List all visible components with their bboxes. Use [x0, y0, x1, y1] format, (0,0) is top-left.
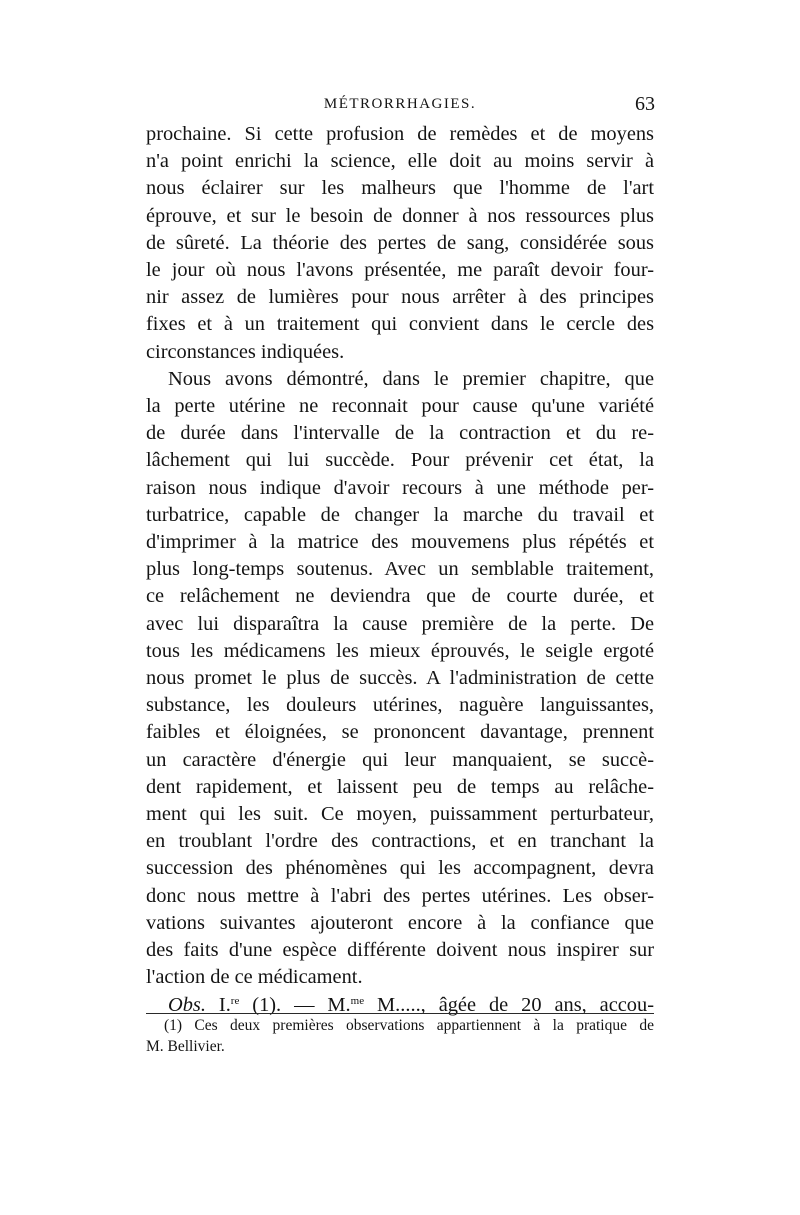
- text-line: des faits d'une espèce différente doivent nous inspirer sur: [146, 939, 654, 962]
- text-line: substance, les douleurs utérines, naguère languissantes,: [146, 694, 654, 717]
- body-text: [146, 121, 654, 1019]
- text-line: de durée dans l'intervalle de la contraction et du re-: [146, 422, 654, 445]
- text-line: Nous avons démontré, dans le premier chapitre, que: [168, 367, 654, 390]
- text-line: succession des phénomènes qui les accompagnent, devra: [146, 857, 654, 880]
- footnote-reference: (1).: [252, 993, 282, 1016]
- text-line: dent rapidement, et laissent peu de temps au relâche-: [146, 775, 654, 798]
- text-line: ment qui les suit. Ce moyen, puissamment perturbateur,: [146, 803, 654, 826]
- text-line: turbatrice, capable de changer la marche du travail et: [146, 503, 654, 526]
- observation-numeral: I.: [218, 993, 231, 1016]
- text-line: d'imprimer à la matrice des mouvemens plus répétés et: [146, 531, 654, 554]
- paragraph-treatment: [146, 366, 654, 992]
- text-line: lâchement qui lui succède. Pour prévenir cet état, la: [146, 449, 654, 472]
- text-line: nous promet le plus de succès. A l'administration de cette: [146, 667, 654, 690]
- text-line: ce relâchement ne deviendra que de courte durée, et: [146, 585, 654, 608]
- observation-numeral-suffix: re: [230, 994, 240, 1007]
- footnote-line: (1) Ces deux premières observations appartiennent à la pratique de: [164, 1017, 654, 1034]
- text-line: le jour où nous l'avons présentée, me paraît devoir four-: [146, 259, 654, 282]
- text-line: éprouve, et sur le besoin de donner à nos ressources plus: [146, 204, 654, 227]
- footnote: [146, 1015, 654, 1057]
- paragraph-continuation: [146, 121, 654, 366]
- text-line: fixes et à un traitement qui convient dans le cercle des: [146, 313, 654, 336]
- text-line: de sûreté. La théorie des pertes de sang, considérée sous: [146, 231, 654, 254]
- page-header: [145, 93, 655, 122]
- text-line: circonstances indiquées.: [146, 340, 345, 363]
- text-line: n'a point enrichi la science, elle doit au moins servir à: [146, 150, 654, 173]
- page-number: 63: [635, 93, 655, 115]
- text-line: l'action de ce médicament.: [146, 966, 363, 989]
- patient-description: M....., âgée de 20 ans, accou-: [377, 993, 654, 1016]
- running-title: MÉTRORRHAGIES.: [323, 96, 477, 112]
- patient-title: M.: [327, 993, 351, 1016]
- text-line: la perte utérine ne reconnait pour cause qu'une variété: [146, 395, 654, 418]
- text-line: un caractère d'énergie qui leur manquaient, se succè-: [146, 748, 654, 771]
- text-line: raison nous indique d'avoir recours à une méthode per-: [146, 476, 654, 499]
- text-line: plus long-temps soutenus. Avec un semblable traitement,: [146, 558, 654, 581]
- text-line: tous les médicamens les mieux éprouvés, le seigle ergoté: [146, 639, 654, 662]
- text-line: donc nous mettre à l'abri des pertes utérines. Les obser-: [146, 884, 654, 907]
- footnote-rule: [146, 1013, 654, 1014]
- observation-label: Obs.: [168, 993, 206, 1016]
- text-line: avec lui disparaîtra la cause première de la perte. De: [146, 612, 654, 635]
- em-dash: —: [294, 993, 315, 1016]
- text-line: nous éclairer sur les malheurs que l'homme de l'art: [146, 177, 654, 200]
- text-line: nir assez de lumières pour nous arrêter à des principes: [146, 286, 654, 309]
- text-line: en troublant l'ordre des contractions, et en tranchant la: [146, 830, 654, 853]
- text-line: faibles et éloignées, se prononcent davantage, prennent: [146, 721, 654, 744]
- text-line: vations suivantes ajouteront encore à la confiance que: [146, 911, 654, 934]
- footnote-line: M. Bellivier.: [146, 1038, 225, 1055]
- patient-title-suffix: me: [350, 994, 365, 1007]
- text-line: prochaine. Si cette profusion de remèdes et de moyens: [146, 123, 654, 145]
